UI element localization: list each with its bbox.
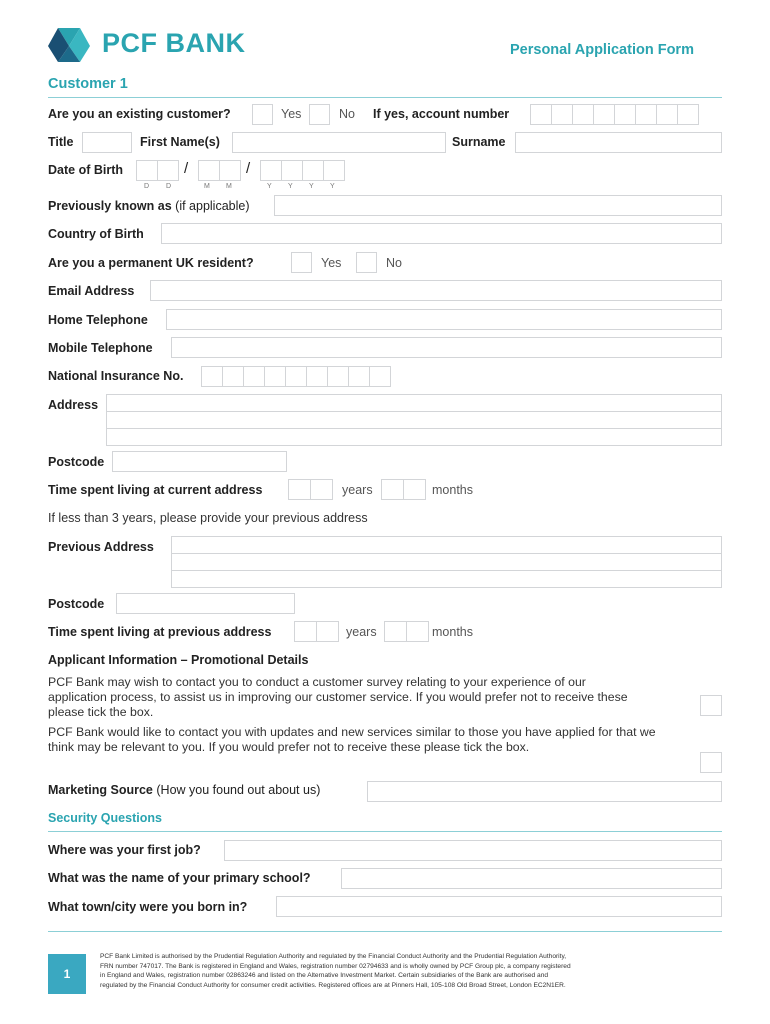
dob-hint-y: Y — [288, 183, 293, 190]
dob-month-2[interactable] — [219, 160, 241, 181]
dob-year-1[interactable] — [260, 160, 282, 181]
time-previous-years-label: years — [346, 625, 377, 639]
dob-field[interactable] — [136, 160, 346, 182]
first-name-label: First Name(s) — [140, 135, 220, 149]
home-phone-label: Home Telephone — [48, 313, 148, 327]
previously-known-input[interactable] — [274, 195, 722, 216]
footer-line: regulated by the Financial Conduct Authority for consumer credit activities. Registered offices are at Pinners Hall, 105-108 Old Broad Street, London EC2N1ER. — [100, 981, 566, 989]
first-name-input[interactable] — [232, 132, 446, 153]
existing-no-label: No — [339, 107, 355, 121]
time-previous-months-label: months — [432, 625, 473, 639]
footer-line: FRN number 747017. The Bank is registered in England and Wales, registration number 02794633 and is wholly owned by PCF Group plc, a company registered — [100, 962, 571, 970]
section-rule — [48, 97, 722, 98]
title-input[interactable] — [82, 132, 132, 153]
previously-known-text: Previously known as — [48, 199, 172, 213]
promo-survey-checkbox[interactable] — [700, 695, 722, 716]
ni-char[interactable] — [327, 366, 349, 387]
existing-yes-checkbox[interactable] — [252, 104, 273, 125]
time-previous-months-2[interactable] — [406, 621, 429, 642]
security-heading: Security Questions — [48, 811, 162, 825]
existing-customer-label: Are you an existing customer? — [48, 107, 231, 121]
account-digit[interactable] — [551, 104, 573, 125]
security-q1-input[interactable] — [224, 840, 722, 861]
page-number: 1 — [63, 967, 71, 981]
ni-char[interactable] — [264, 366, 286, 387]
previous-address-line-2[interactable] — [171, 553, 722, 571]
existing-no-checkbox[interactable] — [309, 104, 330, 125]
previously-known-note: (if applicable) — [175, 199, 250, 213]
surname-input[interactable] — [515, 132, 722, 153]
previous-address-label: Previous Address — [48, 540, 154, 554]
dob-hint-y: Y — [330, 183, 335, 190]
ni-char[interactable] — [201, 366, 223, 387]
brand-name: PCF BANK — [102, 28, 246, 58]
uk-resident-yes-label: Yes — [321, 256, 342, 270]
address-line-1[interactable] — [106, 394, 722, 412]
security-q2-input[interactable] — [341, 868, 722, 889]
mobile-phone-input[interactable] — [171, 337, 722, 358]
account-digit[interactable] — [677, 104, 699, 125]
marketing-source-input[interactable] — [367, 781, 722, 802]
dob-hint-y: Y — [267, 183, 272, 190]
time-previous-years-1[interactable] — [294, 621, 317, 642]
ni-number-field[interactable] — [201, 366, 393, 387]
footer-line: PCF Bank Limited is authorised by the Prudential Regulation Authority and regulated by the Financial Conduct Authority and the Prudential Regulation Authority, — [100, 953, 567, 960]
marketing-source-note: (How you found out about us) — [156, 783, 321, 797]
previous-address-note: If less than 3 years, please provide your previous address — [48, 511, 368, 525]
ni-char[interactable] — [285, 366, 307, 387]
dob-year-4[interactable] — [323, 160, 345, 181]
account-digit[interactable] — [593, 104, 615, 125]
uk-resident-no-label: No — [386, 256, 402, 270]
uk-resident-no-checkbox[interactable] — [356, 252, 377, 273]
dob-hint-y: Y — [309, 183, 314, 190]
address-line-3[interactable] — [106, 428, 722, 446]
footer-disclaimer — [100, 952, 730, 990]
time-current-months-2[interactable] — [403, 479, 426, 500]
dob-hint-d: D — [166, 183, 172, 190]
dob-day-2[interactable] — [157, 160, 179, 181]
security-rule — [48, 831, 722, 832]
time-current-months-1[interactable] — [381, 479, 404, 500]
time-current-months-label: months — [432, 483, 473, 497]
previously-known-label — [48, 199, 250, 213]
existing-yes-label: Yes — [281, 107, 302, 121]
account-number-label: If yes, account number — [373, 107, 510, 121]
account-digit[interactable] — [635, 104, 657, 125]
time-current-years-2[interactable] — [310, 479, 333, 500]
dob-month-1[interactable] — [198, 160, 220, 181]
dob-hint-m: M — [204, 183, 210, 190]
time-current-years-label: years — [342, 483, 373, 497]
promo-heading: Applicant Information – Promotional Details — [48, 653, 309, 667]
title-label: Title — [48, 135, 74, 149]
previous-address-line-1[interactable] — [171, 536, 722, 554]
promo-survey-text: PCF Bank may wish to contact you to conduct a customer survey relating to your experience of our application process, to assist us in improving our customer service. If you would prefer not to receive these please tick the box. — [48, 675, 628, 719]
security-q3-input[interactable] — [276, 896, 722, 917]
dob-separator-2: / — [246, 160, 251, 177]
account-digit[interactable] — [656, 104, 678, 125]
email-label: Email Address — [48, 284, 135, 298]
ni-char[interactable] — [348, 366, 370, 387]
dob-year-3[interactable] — [302, 160, 324, 181]
ni-char[interactable] — [222, 366, 244, 387]
page-number-badge — [48, 954, 86, 994]
address-line-2[interactable] — [106, 411, 722, 429]
promo-updates-checkbox[interactable] — [700, 752, 722, 773]
ni-char[interactable] — [306, 366, 328, 387]
time-current-label: Time spent living at current address — [48, 483, 263, 497]
dob-hint-d: D — [144, 183, 150, 190]
surname-label: Surname — [452, 135, 506, 149]
section-heading-customer: Customer 1 — [48, 76, 128, 92]
country-of-birth-label: Country of Birth — [48, 227, 144, 241]
dob-label: Date of Birth — [48, 163, 123, 177]
form-title: Personal Application Form — [510, 42, 694, 58]
home-phone-input[interactable] — [166, 309, 722, 330]
account-number-field[interactable] — [530, 104, 700, 125]
postcode2-input[interactable] — [116, 593, 295, 614]
security-q1-label: Where was your first job? — [48, 843, 201, 857]
time-current-years-1[interactable] — [288, 479, 311, 500]
dob-hint-m: M — [226, 183, 232, 190]
mobile-phone-label: Mobile Telephone — [48, 341, 153, 355]
dob-separator-1: / — [184, 160, 189, 177]
uk-resident-label: Are you a permanent UK resident? — [48, 256, 254, 270]
account-digit[interactable] — [614, 104, 636, 125]
previous-address-line-3[interactable] — [171, 570, 722, 588]
postcode-label: Postcode — [48, 455, 105, 469]
ni-char[interactable] — [243, 366, 265, 387]
promo-updates-text: PCF Bank would like to contact you with updates and new services similar to those you have applied for that we think may be relevant to you. If you would prefer not to receive these please tick the box. — [48, 725, 656, 754]
logo-mark-icon — [46, 26, 92, 64]
postcode-input[interactable] — [112, 451, 287, 472]
time-previous-years-2[interactable] — [316, 621, 339, 642]
dob-day-1[interactable] — [136, 160, 158, 181]
country-of-birth-input[interactable] — [161, 223, 722, 244]
footer-rule — [48, 931, 722, 932]
time-previous-months-1[interactable] — [384, 621, 407, 642]
footer-line: in England and Wales, registration number 02863246 and listed on the Alternative Investment Market. Certain subsidiaries of the Bank are authorised and — [100, 972, 549, 979]
security-q3-label: What town/city were you born in? — [48, 900, 248, 914]
email-input[interactable] — [150, 280, 722, 301]
ni-char[interactable] — [369, 366, 391, 387]
uk-resident-yes-checkbox[interactable] — [291, 252, 312, 273]
time-previous-label: Time spent living at previous address — [48, 625, 272, 639]
security-q2-label: What was the name of your primary school? — [48, 871, 311, 885]
account-digit[interactable] — [530, 104, 552, 125]
marketing-source-label — [48, 783, 320, 797]
dob-year-2[interactable] — [281, 160, 303, 181]
address-label: Address — [48, 398, 99, 412]
logo — [46, 26, 276, 66]
marketing-source-text: Marketing Source — [48, 783, 153, 797]
account-digit[interactable] — [572, 104, 594, 125]
ni-label: National Insurance No. — [48, 369, 184, 383]
postcode2-label: Postcode — [48, 597, 105, 611]
